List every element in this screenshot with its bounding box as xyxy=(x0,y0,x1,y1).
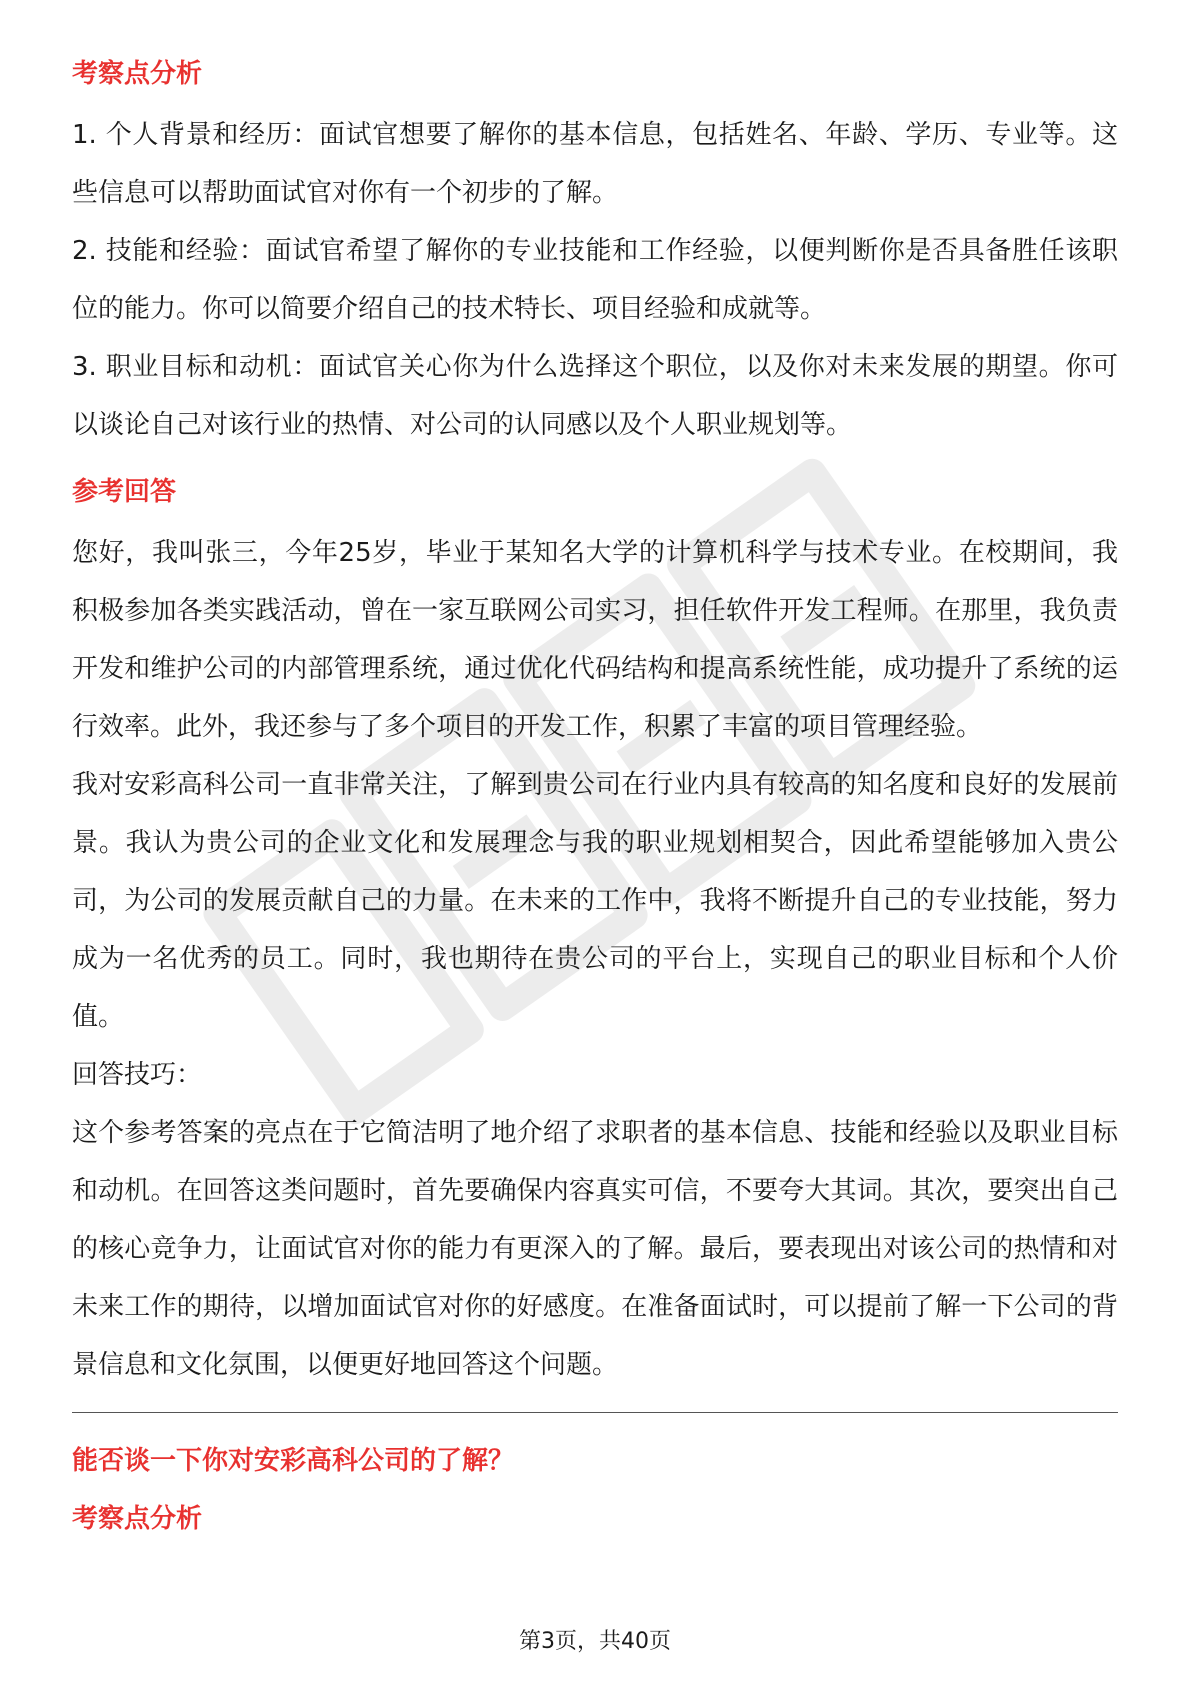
section-heading-answer: 参考回答 xyxy=(72,477,177,507)
section-divider xyxy=(72,1412,1118,1413)
document-page xyxy=(72,48,1118,1545)
page-number: 第3页，共40页 xyxy=(519,1629,671,1654)
analysis-item-1: 1. 个人背景和经历：面试官想要了解你的基本信息，包括姓名、年龄、学历、专业等。这些信息可以帮助面试官对你有一个初步的了解。 xyxy=(72,120,1118,208)
next-section-heading: 考察点分析 xyxy=(72,1504,203,1534)
answer-tips-paragraph: 这个参考答案的亮点在于它简洁明了地介绍了求职者的基本信息、技能和经验以及职业目标和动机。在回答这类问题时，首先要确保内容真实可信，不要夸大其词。其次，要突出自己的核心竞争力，让面试官对你的能力有更深入的了解。最后，要表现出对该公司的热情和对未来工作的期待，以增加面试官对你的好感度。在准备面试时，可以提前了解一下公司的背景信息和文化氛围，以便更好地回答这个问题。 xyxy=(72,1118,1118,1380)
answer-tips-label: 回答技巧： xyxy=(72,1060,203,1090)
answer-paragraph-1: 您好，我叫张三，今年25岁，毕业于某知名大学的计算机科学与技术专业。在校期间，我积极参加各类实践活动，曾在一家互联网公司实习，担任软件开发工程师。在那里，我负责开发和维护公司的内部管理系统，通过优化代码结构和提高系统性能，成功提升了系统的运行效率。此外，我还参与了多个项目的开发工作，积累了丰富的项目管理经验。 xyxy=(72,538,1118,742)
analysis-item-3: 3. 职业目标和动机：面试官关心你为什么选择这个职位，以及你对未来发展的期望。你可以谈论自己对该行业的热情、对公司的认同感以及个人职业规划等。 xyxy=(72,352,1118,440)
analysis-item-2: 2. 技能和经验：面试官希望了解你的专业技能和工作经验，以便判断你是否具备胜任该职位的能力。你可以简要介绍自己的技术特长、项目经验和成就等。 xyxy=(72,236,1118,324)
next-question: 能否谈一下你对安彩高科公司的了解？ xyxy=(72,1446,515,1476)
section-heading-analysis: 考察点分析 xyxy=(72,59,203,89)
answer-paragraph-2: 我对安彩高科公司一直非常关注，了解到贵公司在行业内具有较高的知名度和良好的发展前景。我认为贵公司的企业文化和发展理念与我的职业规划相契合，因此希望能够加入贵公司，为公司的发展贡献自己的力量。在未来的工作中，我将不断提升自己的专业技能，努力成为一名优秀的员工。同时，我也期待在贵公司的平台上，实现自己的职业目标和个人价值。 xyxy=(72,770,1118,1032)
